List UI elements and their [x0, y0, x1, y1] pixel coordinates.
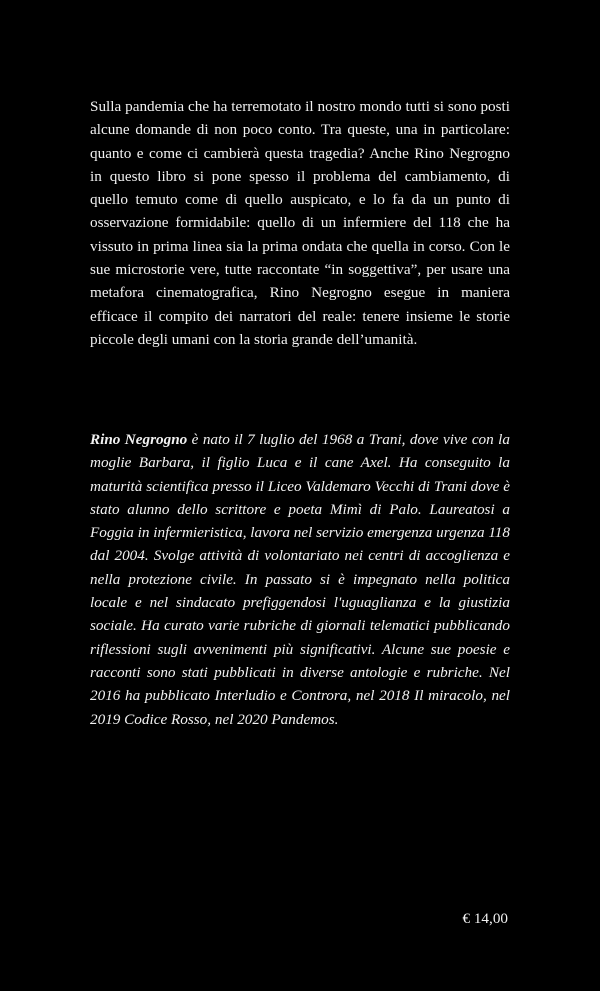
book-blurb: Sulla pandemia che ha terremotato il nostro mondo tutti si sono posti alcune domande di non poco conto. Tra queste, una in particolare: quanto e come ci cambierà questa tragedia? Anche Rino Negrogno in questo libro si pone spesso il problema del cambiamento, di quello temuto come di quello auspicato, e lo fa da un punto di osservazione formidabile: quello di un infermiere del 118 che ha vissuto in prima linea sia la prima ondata che quella in corso. Con le sue microstorie vere, tutte raccontate “in soggettiva”, per usare una metafora cinematografica, Rino Negrogno esegue in maniera efficace il compito dei narratori del reale: tenere insieme le storie piccole degli umani con la storia grande dell’umanità. — [90, 98, 510, 348]
author-name: Rino Negrogno — [90, 431, 188, 448]
author-bio-text: è nato il 7 luglio del 1968 a Trani, dove vive con la moglie Barbara, il figlio Luca e il cane Axel. Ha conseguito la maturità scientifica presso il Liceo Valdemaro Vecchi di Trani dove è stato alunno dello scrittore e poeta Mimì di Palo. Laureatosi a Foggia in infermieristica, lavora nel servizio emergenza urgenza 118 dal 2004. Svolge attività di volontariato nei centri di accoglienza e nella protezione civile. In passato si è impegnato nella politica locale e nel sindacato prefiggendosi l'uguaglianza e la giustizia sociale. Ha curato varie rubriche di giornali telematici pubblicando riflessioni sugli avvenimenti più significativi. Alcune sue poesie e racconti sono stati pubblicati in diverse antologie e rubriche. Nel 2016 ha pubblicato Interludio e Controra, nel 2018 Il miracolo, nel 2019 Codice Rosso, nel 2020 Pandemos. — [90, 431, 510, 728]
price-label: € 14,00 — [462, 910, 508, 927]
author-bio — [90, 428, 510, 731]
